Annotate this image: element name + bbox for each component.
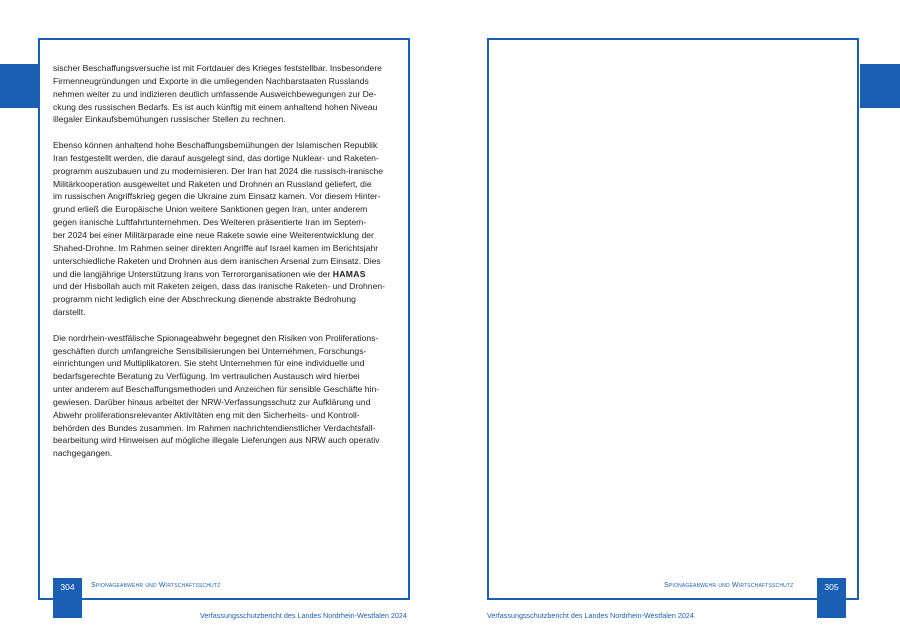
left-page-number: 304 (53, 578, 82, 618)
paragraph-2-part-2: und der Hisbollah auch mit Raketen zeigen, dass das iranische Raketen- und Drohnen- programm nicht lediglich eine der Abschreckung dienende abstrakte Bedrohung darstellt. (53, 281, 386, 318)
right-page-number: 305 (817, 578, 846, 618)
left-running-head: Spionageabwehr und Wirtschaftsschutz (91, 582, 221, 589)
paragraph-2 (53, 139, 398, 319)
left-edge-tab (0, 64, 38, 108)
right-page-frame (487, 38, 859, 600)
right-edge-tab (860, 64, 900, 108)
paragraph-3: Die nordrhein-westfälische Spionageabwehr begegnet den Risiken von Proliferations- geschäften durch umfangreiche Sensibilisierungen bei Unternehmen, Forschungs- einrichtungen und Multiplikatoren. Sie steht Unternehmen für eine individuelle und bedarfsgerechte Beratung zu Verfügung. Im vertraulichen Austausch wird hierbei unter anderem auf Beschaffungsmethoden und Anzeichen für sensible Geschäfte hin- gewiesen. Darüber hinaus arbeitet der NRW-Verfassungsschutz zur Aufklärung und Abwehr proliferationsrelevanter Aktivitäten eng mit den Sicherheits- und Kontroll- behörden des Bundes zusammen. Im Rahmen nachrichtendienstlicher Verdachtsfall- bearbeitung wird Hinweisen auf mögliche illegale Lieferungen aus NRW auch operativ nachgegangen. (53, 332, 380, 459)
paragraph-1: sischer Beschaffungsversuche ist mit Fortdauer des Krieges feststellbar. Insbesondere Firmenneugründungen und Exporte in die umliegenden Nachbarstaaten Russlands nehmen weiter zu und indizieren deutlich umfassende Ausweichbewegungen zur De- ckung des russischen Bedarfs. Es ist auch künftig mit einem anhaltend hohen Niveau illegaler Einkaufsbemühungen russischer Stellen zu rechnen. (53, 63, 382, 125)
left-footer-title: Verfassungsschutzbericht des Landes Nordrhein-Westfalen 2024 (200, 611, 407, 620)
right-running-head: Spionageabwehr und Wirtschaftsschutz (664, 582, 794, 589)
left-page-body (53, 62, 398, 473)
right-footer-title: Verfassungsschutzbericht des Landes Nordrhein-Westfalen 2024 (487, 611, 694, 620)
paragraph-2-part-1: Ebenso können anhaltend hohe Beschaffungsbemühungen der Islamischen Republik Iran festgestellt werden, die darauf ausgelegt sind, das dortige Nuklear- und Raketen- programm auszubauen und zu modernisieren. Der Iran hat 2024 die russisch-iranische Militärkooperation ausgeweitet und Raketen und Drohnen an Russland geliefert, die im russischen Angriffskrieg gegen die Ukraine zum Einsatz kamen. Vor diesem Hinter- grund erließ die Europäische Union weitere Sanktionen gegen Iran, unter anderem gegen iranische Luftfahrtunternehmen. Des Weiteren präsentierte Iran im Septem- ber 2024 bei einer Militärparade eine neue Rakete sowie eine Weiterentwicklung der Shahed-Drohne. Im Rahmen seiner direkten Angriffe auf Israel kamen im Berichtsjahr unterschiedliche Raketen und Drohnen aus dem iranischen Arsenal zum Einsatz. Dies und die langjährige Unterstützung Irans von Terrororganisationen wie der (53, 140, 384, 279)
hamas-bold-term: HAMAS (332, 268, 366, 279)
